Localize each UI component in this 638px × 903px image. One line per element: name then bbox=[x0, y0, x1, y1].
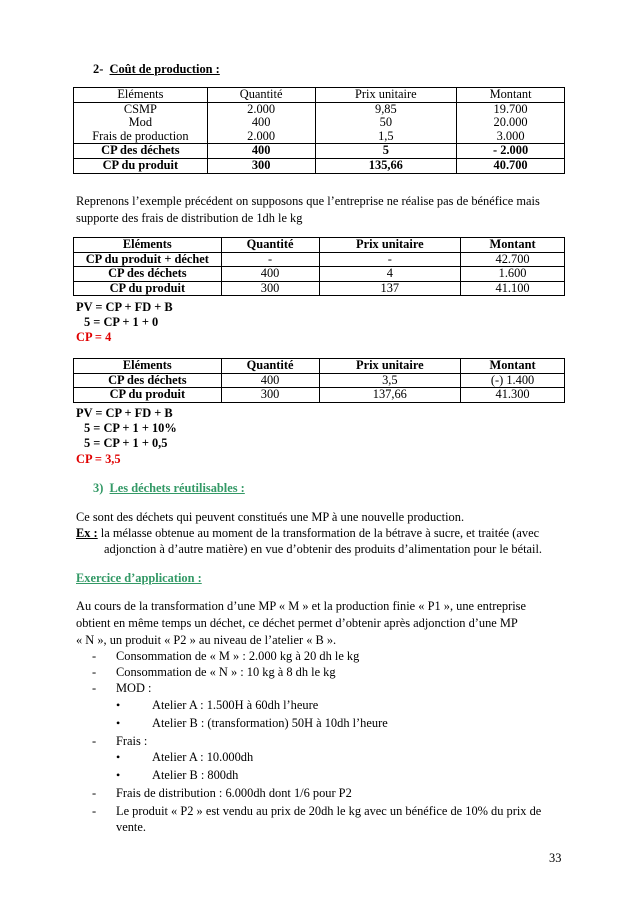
table-header-row bbox=[74, 238, 565, 253]
section-number: 2- bbox=[93, 62, 104, 76]
exercise-title: Exercice d’application : bbox=[76, 571, 202, 585]
table-cell: 137 bbox=[319, 281, 461, 296]
table-cell: 9,85 50 1,5 bbox=[315, 102, 457, 144]
list-item: Atelier B : (transformation) 50H à 10dh l’heure bbox=[152, 716, 388, 730]
cost-table-1 bbox=[73, 87, 565, 174]
dash-marker: - bbox=[92, 665, 97, 679]
table-cell: 2.000 400 2.000 bbox=[207, 102, 315, 144]
reuse-example bbox=[76, 526, 539, 540]
table-cell: 300 bbox=[207, 158, 315, 173]
table-cell: 135,66 bbox=[315, 158, 457, 173]
section-number: 3) bbox=[93, 481, 104, 495]
list-item-cont: vente. bbox=[116, 820, 146, 834]
table-cell: CP du produit + déchet bbox=[74, 252, 222, 267]
page-number: 33 bbox=[549, 851, 562, 865]
list-item: Atelier A : 10.000dh bbox=[152, 750, 254, 764]
header-cell: Montant bbox=[461, 359, 565, 374]
table-cell: 400 bbox=[221, 267, 319, 282]
bullet-marker: • bbox=[116, 768, 121, 782]
list-item: Frais : bbox=[116, 734, 148, 748]
header-cell: Prix unitaire bbox=[319, 238, 461, 253]
formula-line: PV = CP + FD + B bbox=[76, 406, 173, 420]
header-cell: Quantité bbox=[207, 88, 315, 103]
table-cell: CP des déchets bbox=[74, 267, 222, 282]
list-item: Le produit « P2 » est vendu au prix de 20dh le kg avec un bénéfice de 10% du prix de bbox=[116, 804, 542, 818]
section-2-heading bbox=[93, 62, 220, 76]
intro-line: Reprenons l’exemple précédent on supposons que l’entreprise ne réalise pas de bénéfice mais bbox=[76, 194, 540, 208]
table-cell: - bbox=[319, 252, 461, 267]
dash-marker: - bbox=[92, 786, 97, 800]
table-cell: CP du produit bbox=[74, 281, 222, 296]
list-item: MOD : bbox=[116, 681, 152, 695]
header-cell: Prix unitaire bbox=[319, 359, 461, 374]
bullet-marker: • bbox=[116, 750, 121, 764]
list-item: Consommation de « M » : 2.000 kg à 20 dh le kg bbox=[116, 649, 360, 663]
table-cell: 300 bbox=[221, 281, 319, 296]
list-item: Frais de distribution : 6.000dh dont 1/6 pour P2 bbox=[116, 786, 352, 800]
example-label: Ex : bbox=[76, 526, 98, 540]
table-cell: 19.700 20.000 3.000 bbox=[457, 102, 565, 144]
table-row bbox=[74, 252, 565, 267]
dash-marker: - bbox=[92, 681, 97, 695]
cost-table-2 bbox=[73, 237, 565, 296]
list-item: Atelier A : 1.500H à 60dh l’heure bbox=[152, 698, 319, 712]
formula-line: 5 = CP + 1 + 0 bbox=[84, 315, 159, 329]
table-row bbox=[74, 388, 565, 403]
table-cell: CSMP Mod Frais de production bbox=[74, 102, 208, 144]
table-cell: (-) 1.400 bbox=[461, 373, 565, 388]
table-cell: 1.600 bbox=[461, 267, 565, 282]
formula-line: 5 = CP + 1 + 0,5 bbox=[84, 436, 168, 450]
bullet-marker: • bbox=[116, 698, 121, 712]
cost-table-3 bbox=[73, 358, 565, 403]
header-cell: Quantité bbox=[221, 359, 319, 374]
header-cell: Eléments bbox=[74, 238, 222, 253]
header-cell: Montant bbox=[461, 238, 565, 253]
reuse-line: Ce sont des déchets qui peuvent constitués une MP à une nouvelle production. bbox=[76, 510, 465, 524]
dash-marker: - bbox=[92, 734, 97, 748]
list-item: Consommation de « N » : 10 kg à 8 dh le kg bbox=[116, 665, 336, 679]
table-cell: 400 bbox=[221, 373, 319, 388]
header-cell: Prix unitaire bbox=[315, 88, 457, 103]
header-cell: Quantité bbox=[221, 238, 319, 253]
table-cell: CP du produit bbox=[74, 388, 222, 403]
table-cell: 40.700 bbox=[457, 158, 565, 173]
section-3-heading bbox=[93, 481, 245, 495]
section-title: Coût de production : bbox=[109, 62, 220, 76]
table-cell: 137,66 bbox=[319, 388, 461, 403]
table-cell: - bbox=[221, 252, 319, 267]
exercise-line: Au cours de la transformation d’une MP « M » et la production finie « P1 », une entreprise bbox=[76, 599, 526, 613]
intro-line: supporte des frais de distribution de 1dh le kg bbox=[76, 211, 303, 225]
formula-result: CP = 4 bbox=[76, 330, 112, 344]
table-cell: CP des déchets bbox=[74, 373, 222, 388]
table-cell: - 2.000 bbox=[457, 144, 565, 159]
table-row bbox=[74, 158, 565, 173]
table-cell: 41.100 bbox=[461, 281, 565, 296]
table-row bbox=[74, 102, 565, 144]
table-row bbox=[74, 267, 565, 282]
header-cell: Montant bbox=[457, 88, 565, 103]
table-header-row bbox=[74, 359, 565, 374]
table-row bbox=[74, 281, 565, 296]
list-item: Atelier B : 800dh bbox=[152, 768, 239, 782]
section-title: Les déchets réutilisables : bbox=[109, 481, 245, 495]
formula-line: 5 = CP + 1 + 10% bbox=[84, 421, 177, 435]
bullet-marker: • bbox=[116, 716, 121, 730]
table-cell: 5 bbox=[315, 144, 457, 159]
example-text: la mélasse obtenue au moment de la transformation de la bétrave à sucre, et traitée (avec bbox=[97, 526, 540, 540]
header-cell: Eléments bbox=[74, 88, 208, 103]
exercise-line: « N », un produit « P2 » au niveau de l’atelier « B ». bbox=[76, 633, 337, 647]
dash-marker: - bbox=[92, 804, 97, 818]
reuse-example-cont: adjonction à d’autre matière) en vue d’obtenir des produits d’alimentation pour le bétail. bbox=[104, 542, 542, 556]
table-cell: 4 bbox=[319, 267, 461, 282]
formula-result: CP = 3,5 bbox=[76, 452, 121, 466]
table-cell: CP du produit bbox=[74, 158, 208, 173]
table-cell: 42.700 bbox=[461, 252, 565, 267]
formula-line: PV = CP + FD + B bbox=[76, 300, 173, 314]
header-cell: Eléments bbox=[74, 359, 222, 374]
exercise-line: obtient en même temps un déchet, ce déchet permet d’obtenir après adjonction d’une MP bbox=[76, 616, 518, 630]
table-row bbox=[74, 373, 565, 388]
dash-marker: - bbox=[92, 649, 97, 663]
table-cell: 400 bbox=[207, 144, 315, 159]
table-header-row bbox=[74, 88, 565, 103]
table-cell: 300 bbox=[221, 388, 319, 403]
table-cell: CP des déchets bbox=[74, 144, 208, 159]
table-cell: 41.300 bbox=[461, 388, 565, 403]
table-row bbox=[74, 144, 565, 159]
table-cell: 3,5 bbox=[319, 373, 461, 388]
